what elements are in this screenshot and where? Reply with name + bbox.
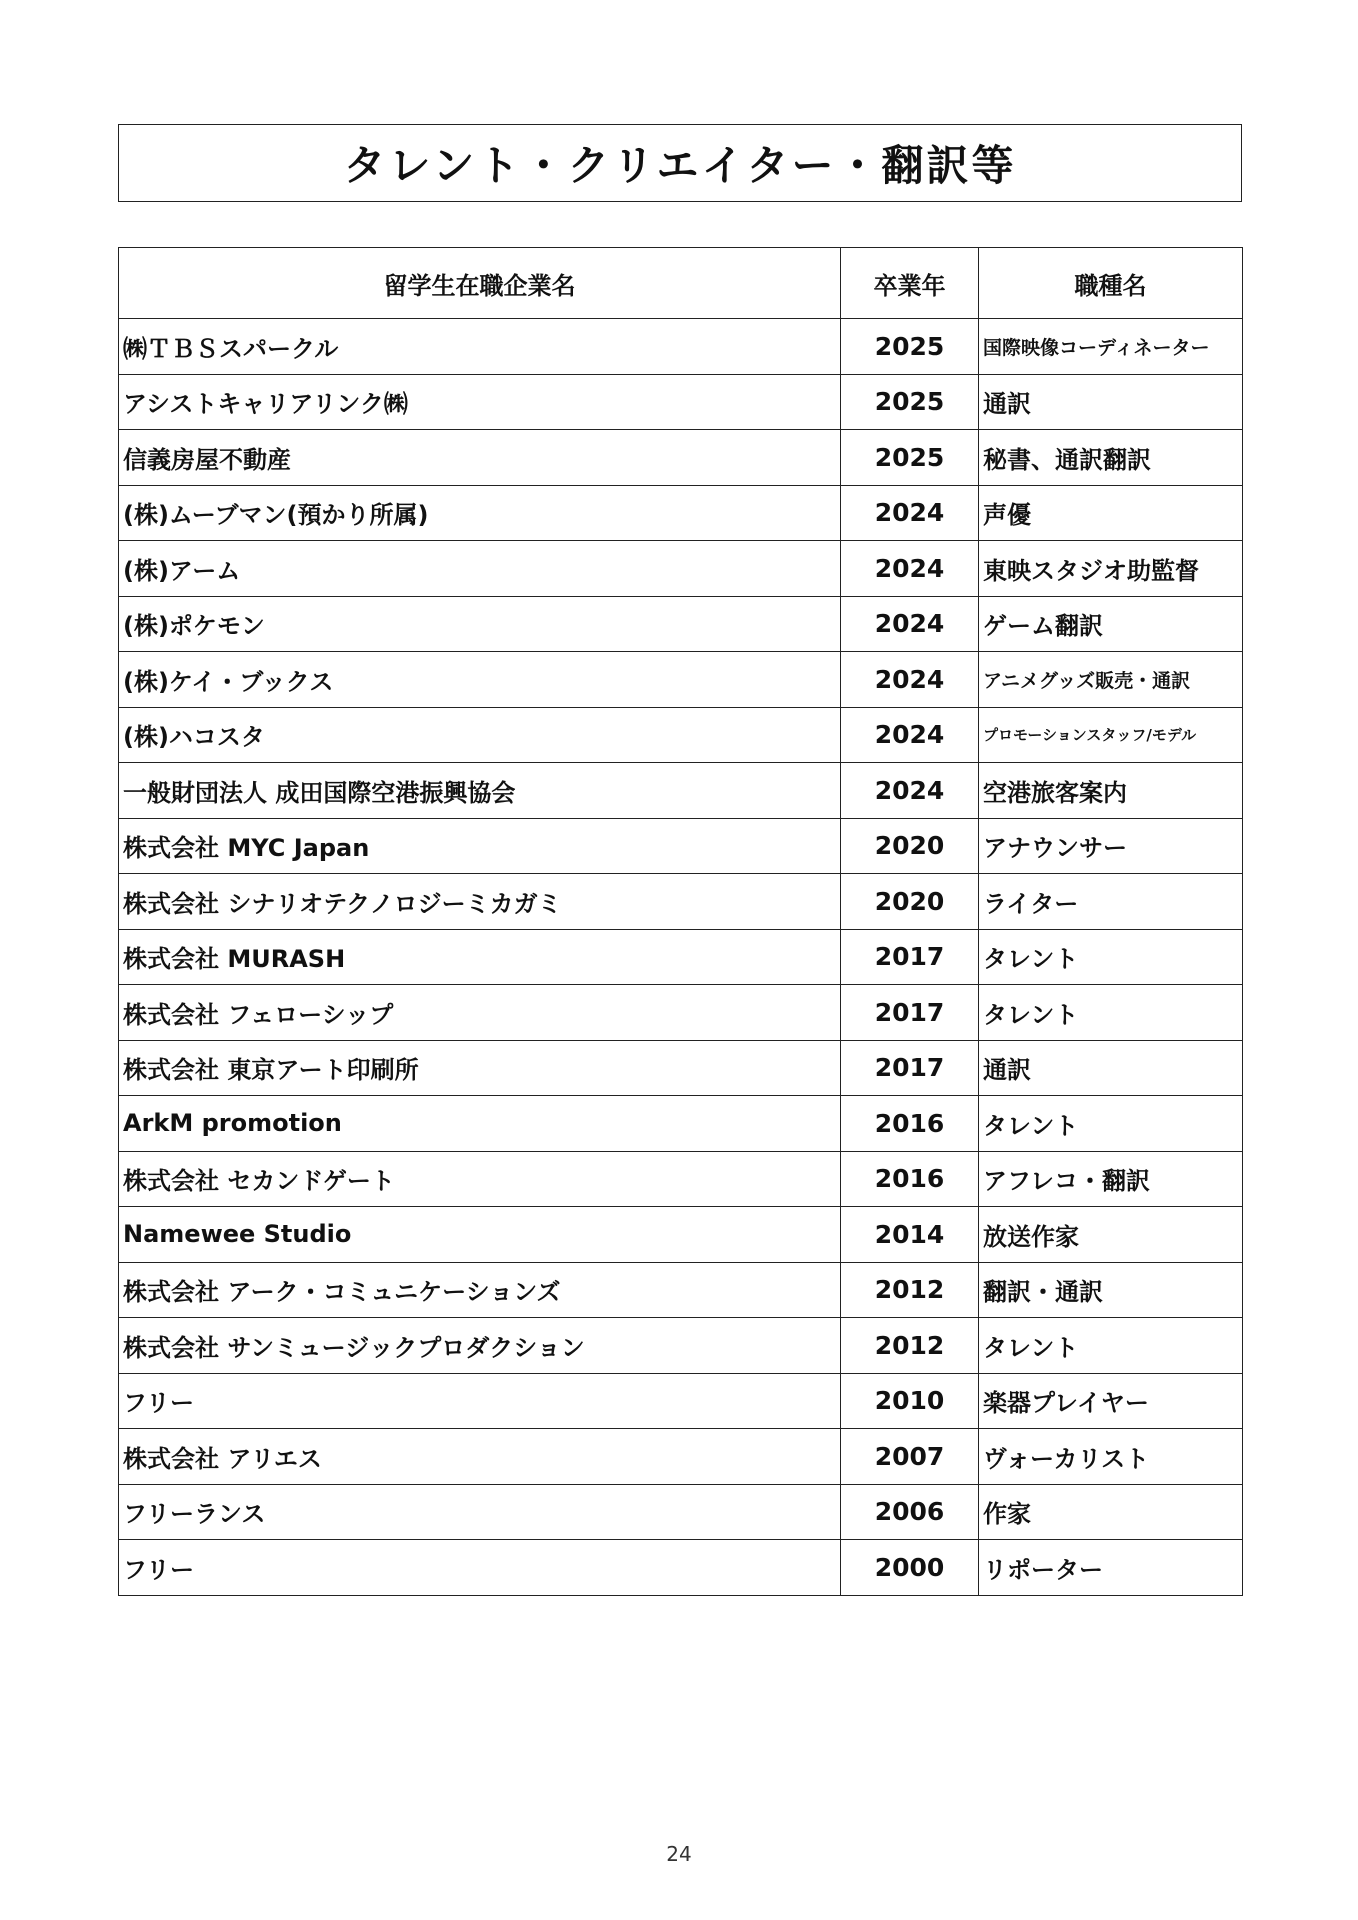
job-cell: 国際映像コーディネーター (979, 319, 1243, 375)
company-cell: 信義房屋不動産 (119, 430, 841, 486)
year-cell: 2014 (841, 1207, 979, 1263)
table-row (119, 1318, 1243, 1374)
year-cell: 2012 (841, 1318, 979, 1374)
job-cell: 放送作家 (979, 1207, 1243, 1263)
table-header-row (119, 248, 1243, 319)
job-cell: タレント (979, 1096, 1243, 1152)
table-row (119, 818, 1243, 874)
year-cell: 2012 (841, 1262, 979, 1318)
year-cell: 2024 (841, 541, 979, 597)
table-row (119, 1429, 1243, 1485)
year-cell: 2025 (841, 430, 979, 486)
company-cell: 株式会社 アーク・コミュニケーションズ (119, 1262, 841, 1318)
table-row (119, 763, 1243, 819)
table-row (119, 985, 1243, 1041)
year-cell: 2017 (841, 985, 979, 1041)
year-cell: 2024 (841, 485, 979, 541)
table-row (119, 1151, 1243, 1207)
year-cell: 2017 (841, 929, 979, 985)
year-cell: 2010 (841, 1373, 979, 1429)
company-cell: (株)ポケモン (119, 596, 841, 652)
company-cell: 株式会社 シナリオテクノロジーミカガミ (119, 874, 841, 930)
table-row (119, 1484, 1243, 1540)
job-cell: タレント (979, 1318, 1243, 1374)
year-cell: 2025 (841, 319, 979, 375)
year-cell: 2024 (841, 596, 979, 652)
table-row (119, 541, 1243, 597)
table-row (119, 1540, 1243, 1596)
job-cell: アナウンサー (979, 818, 1243, 874)
job-cell: 声優 (979, 485, 1243, 541)
table-row (119, 929, 1243, 985)
year-cell: 2020 (841, 874, 979, 930)
company-cell: ArkM promotion (119, 1096, 841, 1152)
year-cell: 2024 (841, 763, 979, 819)
table-row (119, 374, 1243, 430)
company-cell: (株)アーム (119, 541, 841, 597)
year-cell: 2020 (841, 818, 979, 874)
graduates-table (118, 247, 1243, 1596)
year-cell: 2007 (841, 1429, 979, 1485)
job-cell: 通訳 (979, 374, 1243, 430)
table-row (119, 596, 1243, 652)
job-cell: 翻訳・通訳 (979, 1262, 1243, 1318)
page-number: 24 (666, 1842, 692, 1866)
table-row (119, 707, 1243, 763)
job-cell: 楽器プレイヤー (979, 1373, 1243, 1429)
job-cell: ヴォーカリスト (979, 1429, 1243, 1485)
table-row (119, 1262, 1243, 1318)
company-cell: 株式会社 MYC Japan (119, 818, 841, 874)
company-cell: 株式会社 アリエス (119, 1429, 841, 1485)
company-cell: Namewee Studio (119, 1207, 841, 1263)
year-cell: 2016 (841, 1151, 979, 1207)
job-cell: ゲーム翻訳 (979, 596, 1243, 652)
year-cell: 2017 (841, 1040, 979, 1096)
header-job: 職種名 (979, 248, 1243, 319)
job-cell: ライター (979, 874, 1243, 930)
company-cell: 株式会社 フェローシップ (119, 985, 841, 1041)
table-row (119, 1040, 1243, 1096)
table-row (119, 1373, 1243, 1429)
year-cell: 2006 (841, 1484, 979, 1540)
job-cell: 秘書、通訳翻訳 (979, 430, 1243, 486)
page-title-box (118, 124, 1242, 202)
company-cell: 株式会社 東京アート印刷所 (119, 1040, 841, 1096)
company-cell: ㈱ＴＢＳスパークル (119, 319, 841, 375)
page-title: タレント・クリエイター・翻訳等 (343, 141, 1017, 190)
job-cell: プロモーションスタッフ/モデル (979, 707, 1243, 763)
year-cell: 2024 (841, 707, 979, 763)
company-cell: 株式会社 MURASH (119, 929, 841, 985)
job-cell: 作家 (979, 1484, 1243, 1540)
company-cell: 株式会社 サンミュージックプロダクション (119, 1318, 841, 1374)
table-row (119, 485, 1243, 541)
header-company: 留学生在職企業名 (119, 248, 841, 319)
header-year: 卒業年 (841, 248, 979, 319)
table-row (119, 319, 1243, 375)
company-cell: (株)ムーブマン(預かり所属) (119, 485, 841, 541)
company-cell: フリーランス (119, 1484, 841, 1540)
job-cell: タレント (979, 929, 1243, 985)
year-cell: 2016 (841, 1096, 979, 1152)
job-cell: アニメグッズ販売・通訳 (979, 652, 1243, 708)
year-cell: 2025 (841, 374, 979, 430)
job-cell: 東映スタジオ助監督 (979, 541, 1243, 597)
job-cell: タレント (979, 985, 1243, 1041)
job-cell: アフレコ・翻訳 (979, 1151, 1243, 1207)
company-cell: 株式会社 セカンドゲート (119, 1151, 841, 1207)
company-cell: (株)ケイ・ブックス (119, 652, 841, 708)
job-cell: 空港旅客案内 (979, 763, 1243, 819)
company-cell: アシストキャリアリンク㈱ (119, 374, 841, 430)
company-cell: 一般財団法人 成田国際空港振興協会 (119, 763, 841, 819)
company-cell: フリー (119, 1540, 841, 1596)
job-cell: リポーター (979, 1540, 1243, 1596)
table-row (119, 652, 1243, 708)
company-cell: (株)ハコスタ (119, 707, 841, 763)
table-row (119, 874, 1243, 930)
year-cell: 2000 (841, 1540, 979, 1596)
company-cell: フリー (119, 1373, 841, 1429)
year-cell: 2024 (841, 652, 979, 708)
table-row (119, 1096, 1243, 1152)
table-row (119, 430, 1243, 486)
table-row (119, 1207, 1243, 1263)
job-cell: 通訳 (979, 1040, 1243, 1096)
